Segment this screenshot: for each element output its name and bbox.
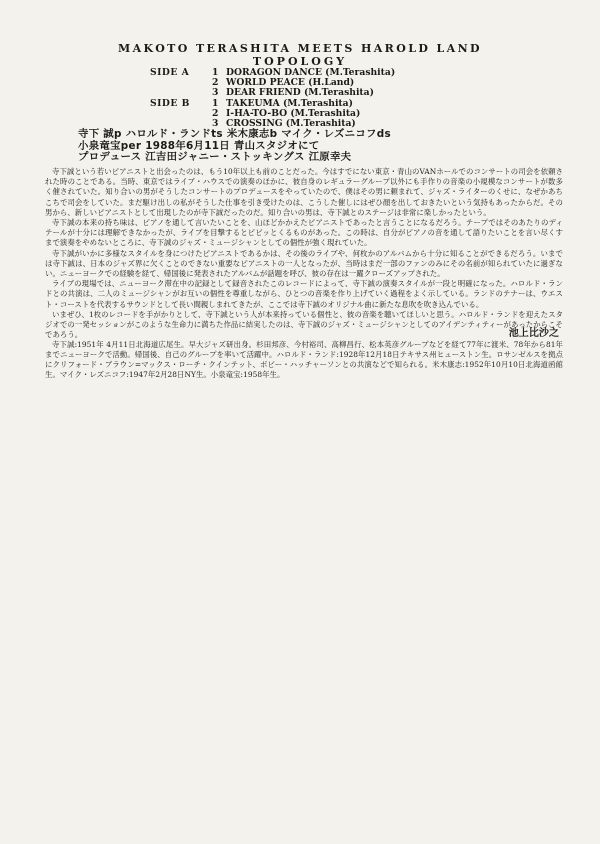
side-label: SIDE B	[150, 97, 190, 109]
track-number: 3	[212, 87, 219, 99]
essay-paragraph: 寺下誠の本来の持ち味は、ピアノを通して言いたいことを、山ほどかかえたピアニストであったと言うことになるだろう。テープではそのあたりのディテールが十分には理解できなかったが、ライブを目撃するとピビッとくるものがあった。この時は、自分がピアノの音を通して語りたいことを言い尽くすまで演奏をやめないところに、寺下誠のジャズ・ミュージシャンとしての個性が強く現れていた。	[45, 218, 563, 248]
track-title: I-HA-TO-BO (M.Terashita)	[226, 107, 361, 119]
personnel-credits	[78, 129, 548, 164]
author-signature: 池上比沙之	[508, 328, 559, 340]
track-title: DORAGON DANCE (M.Terashita)	[226, 67, 396, 78]
credits-line: 小泉竜宝per 1988年6月11日 青山スタジオにて	[78, 139, 320, 152]
album-title-block	[30, 42, 570, 68]
track-list	[150, 68, 490, 129]
credits-line: 寺下 誠p ハロルド・ランドts 米木康志b マイク・レズニコフds	[78, 128, 391, 140]
liner-essay	[45, 167, 563, 380]
track-number: 3	[212, 118, 219, 130]
essay-paragraph: いまぜひ、1枚のレコードを手がかりとして、寺下誠という人が本来持っている個性と、彼の音楽を聴いてほしいと思う。ハロルド・ランドを迎えたスタジオでの一発セッションがこのような生命力に満ちた作品に結実したのは、寺下誠のジャズ・ミュージシャンとしてのアイデンティティーがあったからこそであろう。	[45, 309, 563, 340]
side-label: SIDE A	[150, 67, 190, 78]
track-title: TAKEUMA (M.Terashita)	[226, 97, 353, 109]
track-number: 2	[212, 77, 219, 89]
track-title: WORLD PEACE (H.Land)	[226, 77, 355, 89]
track-title: CROSSING (M.Terashita)	[226, 118, 356, 130]
essay-paragraph: ライブの現場では、ニューヨーク滞在中の記録として録音されたこのレコードによって、寺下誠の演奏スタイルが一段と明確になった。ハロルド・ランドとの共演は、二人のミュージシャンがお互いの個性を尊重しながら、ひとつの音楽を作り上げていく過程をよく示している。ランドのテナーは、ウエスト・コーストを代表するサウンドとして長い間親しまれてきたが、ここでは寺下誠のオリジナル曲に新たな息吹を吹き込んでいる。	[45, 279, 563, 309]
track-title: DEAR FRIEND (M.Terashita)	[226, 87, 374, 99]
credits-line: プロデュース 江吉田ジャニー・ストッキングス 江原幸夫	[78, 151, 352, 164]
album-title: MAKOTO TERASHITA MEETS HAROLD LAND	[118, 42, 482, 55]
track-number: 2	[212, 107, 219, 119]
album-subtitle: TOPOLOGY	[252, 55, 348, 68]
musician-bios: 寺下誠:1951年 4月11日北海道広尾生。早大ジャズ研出身。杉田邦彦、今村裕司、高柳昌行、松本英彦グループなどを経て77年に渡米、78年から81年までニューヨークで活動。帰国後、自己のグループを率いて活躍中。ハロルド・ランド:1928年12月18日テキサス州ヒューストン生。ロサンゼルスを拠点にクリフォード・ブラウン=マックス・ローチ・クインテット、ボビー・ハッチャーソンとの共演などで知られる。米木康志:1952年10月10日北海道函館生。マイク・レズニコフ:1947年2月28日NY生。小泉竜宝:1958年生。	[45, 339, 563, 380]
track-number: 1	[212, 97, 219, 109]
essay-paragraph: 寺下誠がいかに多様なスタイルを身につけたピアニストであるかは、その後のライブや、何枚かのアルバムから十分に知ることができるだろう。いまでは寺下誠は、日本のジャズ界に欠くことのできない重要なピアニストの一人となったが、当時はまだ一部のファンのみにその名前が知られていたに過ぎない。ニューヨークでの経験を経て、帰国後に発表されたアルバムが話題を呼び、彼の存在は一躍クローズアップされた。	[45, 248, 563, 279]
essay-paragraph: 寺下誠という若いピアニストと出会ったのは、もう10年以上も前のことだった。今はすでにない東京・青山のVANホールでのコンサートの司会を依頼された時のことである。当時、東京ではライブ・ハウスでの演奏のほかに、彼自身のレギュラーグループ以外にも手作りの音楽の小規模なコンサートが数多く催されていた。知り合いの男がそうしたコンサートのプロデュースをやっていたので、僕はその男に頼まれて、ジャズ・ライターのくせに、なぜかあちこちで司会をしていた。まだ駆け出しの私がそうした仕事を引き受けたのは、こうした催しにはぜひ顔を出しておきたいという気持もあったからだ。その男から、新しいピアニストとして出現したのが寺下誠だったのだ。知り合いの男は、寺下誠とのステージは非常に楽しかったという。	[45, 167, 563, 217]
track-number: 1	[212, 67, 219, 78]
